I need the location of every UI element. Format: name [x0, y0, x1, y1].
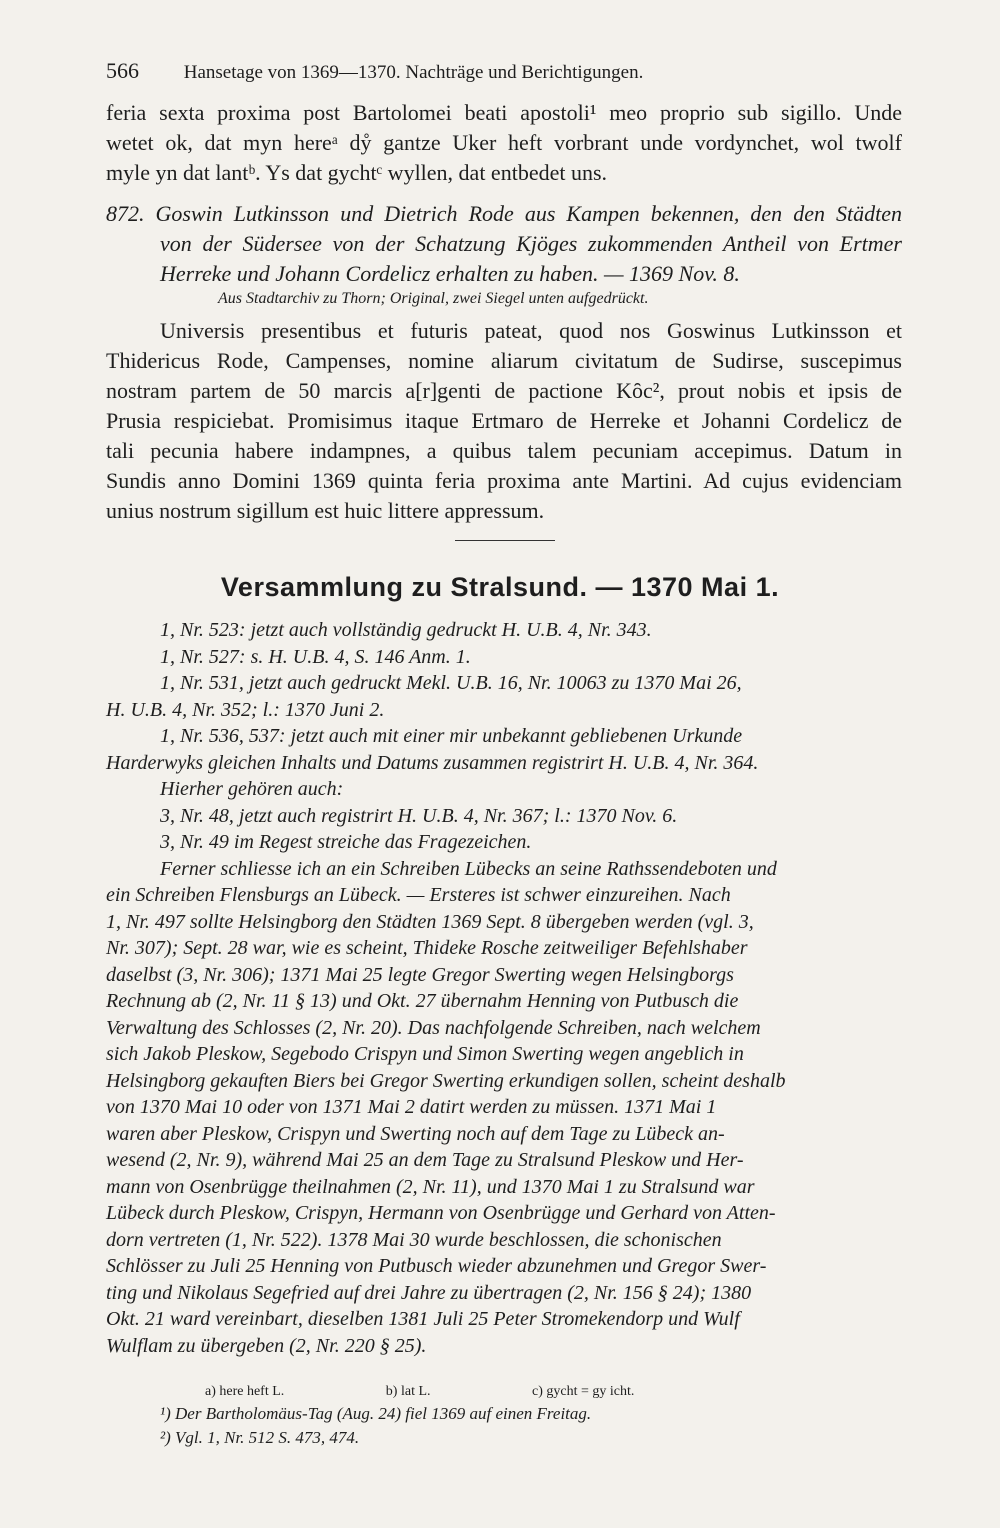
text-line: Prusia respiciebat. Promisimus itaque Ertmaro de Herreke et Johanni Cordelicz de: [106, 408, 902, 433]
note-line: dorn vertreten (1, Nr. 522). 1378 Mai 30 wurde beschlossen, die schonischen: [106, 1228, 722, 1251]
text-line: nostram partem de 50 marcis a[r]genti de pactione Kȏc², prout nobis et ipsis de: [106, 378, 902, 403]
text-line: myle yn dat lantᵇ. Ys dat gychtᶜ wyllen, dat entbedet uns.: [106, 160, 608, 185]
note-line: waren aber Pleskow, Crispyn und Swerting noch auf dem Tage zu Lübeck an-: [106, 1122, 725, 1145]
page-number: 566: [106, 58, 139, 83]
note-line: Okt. 21 ward vereinbart, dieselben 1381 Juli 25 Peter Stromekendorp und Wulf: [106, 1308, 740, 1330]
footnote: ²) Vgl. 1, Nr. 512 S. 473, 474.: [160, 1428, 360, 1447]
entry-heading: [106, 199, 902, 289]
note-line: sich Jakob Pleskow, Segebodo Crispyn und Simon Swerting wegen angeblich in: [106, 1043, 744, 1065]
note-line: mann von Osenbrügge theilnahmen (2, Nr. 11), und 1370 Mai 1 zu Stralsund war: [106, 1175, 755, 1198]
text-line: wetet ok, dat myn hereᵃ dẙ gantze Uker heft vorbrant unde vordynchet, wol twolf: [106, 130, 902, 155]
note-line: Rechnung ab (2, Nr. 11 § 13) und Okt. 27 übernahm Henning von Putbusch die: [106, 990, 739, 1012]
note-line: Verwaltung des Schlosses (2, Nr. 20). Das nachfolgende Schreiben, nach welchem: [106, 1016, 761, 1039]
note-line: daselbst (3, Nr. 306); 1371 Mai 25 legte Gregor Swerting wegen Helsingborgs: [106, 963, 734, 986]
text-line: feria sexta proxima post Bartolomei beati apostoli¹ meo proprio sub sigillo. Unde: [106, 100, 902, 125]
note-line: 1, Nr. 536, 537: jetzt auch mit einer mir unbekannt gebliebenen Urkunde: [160, 725, 743, 747]
text-line: Sundis anno Domini 1369 quinta feria proxima ante Martini. Ad cujus evidenciam: [106, 468, 902, 493]
continuation-text: [106, 98, 902, 188]
entry-heading-line: 872. Goswin Lutkinsson und Dietrich Rode aus Kampen bekennen, den den Städten: [106, 201, 902, 226]
entry-heading-line: von der Südersee von der Schatzung Kjöges zukommenden Antheil von Ertmer: [160, 231, 902, 256]
apparatus-note: c) gycht = gy icht.: [532, 1384, 635, 1399]
section-title: Versammlung zu Stralsund. — 1370 Mai 1.: [220, 572, 780, 602]
note-line: 1, Nr. 497 sollte Helsingborg den Städten 1369 Sept. 8 übergeben werden (vgl. 3,: [106, 910, 754, 933]
textual-apparatus: [205, 1384, 732, 1400]
text-line: tali pecunia habere indampnes, a quibus talem pecuniam accepimus. Datum in: [106, 438, 902, 463]
text-line: unius nostrum sigillum est huic littere appressum.: [106, 498, 545, 523]
note-line: Harderwyks gleichen Inhalts und Datums zusammen registrirt H. U.B. 4, Nr. 364.: [106, 751, 759, 774]
note-line: Hierher gehören auch:: [160, 778, 344, 800]
corrections-notes: [106, 617, 786, 1359]
note-line: Wulflam zu übergeben (2, Nr. 220 § 25).: [106, 1334, 427, 1357]
text-line: Thidericus Rode, Campenses, nomine aliarum civitatum de Sudirse, suscepimus: [106, 348, 902, 373]
note-line: H. U.B. 4, Nr. 352; l.: 1370 Juni 2.: [106, 698, 385, 721]
section-divider: [455, 540, 555, 541]
note-line: Ferner schliesse ich an ein Schreiben Lübecks an seine Rathssendeboten und: [160, 857, 777, 880]
source-note: Aus Stadtarchiv zu Thorn; Original, zwei Siegel unten aufgedrückt.: [218, 290, 649, 307]
note-line: Nr. 307); Sept. 28 war, wie es scheint, Thideke Rosche zeitweiliger Befehlshaber: [106, 937, 748, 959]
note-line: Helsingborg gekauften Biers bei Gregor Swerting erkundigen sollen, scheint deshalb: [106, 1069, 786, 1092]
note-line: 3, Nr. 48, jetzt auch registrirt H. U.B. 4, Nr. 367; l.: 1370 Nov. 6.: [160, 804, 678, 827]
note-line: ting und Nikolaus Segefried auf drei Jahre zu übertragen (2, Nr. 156 § 24); 1380: [106, 1281, 752, 1304]
running-title: Hansetage von 1369—1370. Nachträge und Berichtigungen.: [183, 62, 644, 83]
entry-heading-line: Herreke und Johann Cordelicz erhalten zu haben. — 1369 Nov. 8.: [160, 261, 740, 286]
note-line: von 1370 Mai 10 oder von 1371 Mai 2 datirt werden zu müssen. 1371 Mai 1: [106, 1096, 717, 1118]
footnote: ¹) Der Bartholomäus-Tag (Aug. 24) fiel 1369 auf einen Freitag.: [160, 1404, 592, 1423]
note-line: 1, Nr. 527: s. H. U.B. 4, S. 146 Anm. 1.: [160, 645, 471, 668]
note-line: 1, Nr. 531, jetzt auch gedruckt Mekl. U.B. 16, Nr. 10063 zu 1370 Mai 26,: [160, 672, 742, 694]
apparatus-note: b) lat L.: [385, 1384, 431, 1399]
charter-text: [106, 316, 902, 526]
note-line: Lübeck durch Pleskow, Crispyn, Hermann von Osenbrügge und Gerhard von Atten-: [106, 1202, 776, 1224]
text-line: Universis presentibus et futuris pateat, quod nos Goswinus Lutkinsson et: [160, 318, 902, 343]
note-line: 1, Nr. 523: jetzt auch vollständig gedruckt H. U.B. 4, Nr. 343.: [160, 619, 652, 641]
running-header: [106, 58, 906, 84]
apparatus-note: a) here heft L.: [205, 1384, 285, 1399]
note-line: ein Schreiben Flensburgs an Lübeck. — Ersteres ist schwer einzureihen. Nach: [106, 884, 731, 906]
note-line: wesend (2, Nr. 9), während Mai 25 an dem Tage zu Stralsund Pleskow und Her-: [106, 1149, 744, 1171]
note-line: 3, Nr. 49 im Regest streiche das Fragezeichen.: [160, 831, 532, 853]
note-line: Schlösser zu Juli 25 Henning von Putbusch wieder abzunehmen und Gregor Swer-: [106, 1255, 767, 1277]
